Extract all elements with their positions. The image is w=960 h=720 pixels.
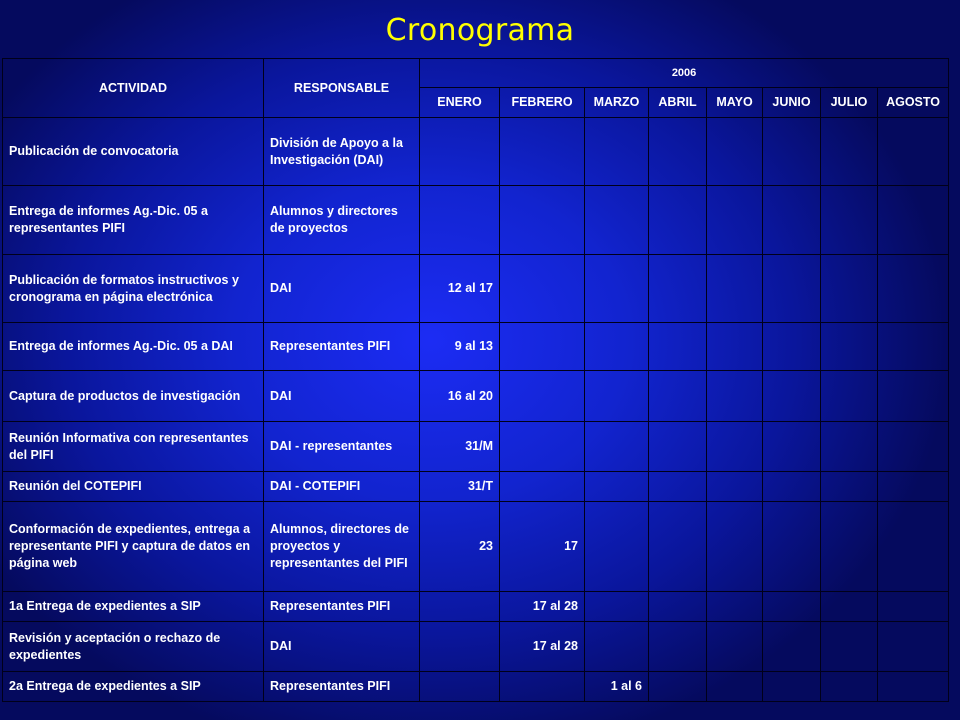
month-cell: [420, 622, 500, 672]
month-cell: [420, 186, 500, 255]
month-cell: [821, 472, 878, 502]
header-month: AGOSTO: [878, 88, 949, 118]
month-cell: [585, 371, 649, 422]
month-cell: [763, 672, 821, 702]
month-cell: [585, 186, 649, 255]
month-cell: [500, 255, 585, 323]
month-cell: [707, 672, 763, 702]
month-cell: [585, 592, 649, 622]
month-cell: [878, 622, 949, 672]
month-cell: [649, 255, 707, 323]
month-cell: 31/T: [420, 472, 500, 502]
month-cell: [500, 371, 585, 422]
month-cell: [649, 592, 707, 622]
activity-cell: Reunión del COTEPIFI: [3, 472, 264, 502]
month-cell: [420, 592, 500, 622]
activity-cell: Reunión Informativa con representantes del PIFI: [3, 422, 264, 472]
month-cell: [649, 118, 707, 186]
activity-cell: Revisión y aceptación o rechazo de expedientes: [3, 622, 264, 672]
responsible-cell: Representantes PIFI: [264, 672, 420, 702]
responsible-cell: DAI: [264, 622, 420, 672]
month-cell: [707, 118, 763, 186]
table-row: [3, 472, 949, 502]
month-cell: 12 al 17: [420, 255, 500, 323]
month-cell: [649, 622, 707, 672]
month-cell: [878, 323, 949, 371]
month-cell: [821, 672, 878, 702]
table-row: [3, 672, 949, 702]
activity-cell: 2a Entrega de expedientes a SIP: [3, 672, 264, 702]
month-cell: [763, 472, 821, 502]
month-cell: [649, 323, 707, 371]
schedule-table: [2, 58, 949, 702]
month-cell: [878, 502, 949, 592]
table-row: [3, 255, 949, 323]
month-cell: 23: [420, 502, 500, 592]
month-cell: [763, 186, 821, 255]
month-cell: [585, 422, 649, 472]
header-month: JULIO: [821, 88, 878, 118]
responsible-cell: Alumnos y directores de proyectos: [264, 186, 420, 255]
month-cell: [821, 592, 878, 622]
header-row-year: [3, 59, 949, 88]
responsible-cell: Representantes PIFI: [264, 323, 420, 371]
activity-cell: Publicación de formatos instructivos y cronograma en página electrónica: [3, 255, 264, 323]
month-cell: [763, 502, 821, 592]
month-cell: [500, 323, 585, 371]
month-cell: [707, 472, 763, 502]
header-month: ABRIL: [649, 88, 707, 118]
table-row: [3, 422, 949, 472]
header-month: MARZO: [585, 88, 649, 118]
month-cell: [878, 371, 949, 422]
activity-cell: Entrega de informes Ag.-Dic. 05 a representantes PIFI: [3, 186, 264, 255]
month-cell: [763, 118, 821, 186]
responsible-cell: DAI - COTEPIFI: [264, 472, 420, 502]
responsible-cell: Representantes PIFI: [264, 592, 420, 622]
month-cell: [585, 622, 649, 672]
month-cell: 16 al 20: [420, 371, 500, 422]
month-cell: [821, 186, 878, 255]
responsible-cell: DAI - representantes: [264, 422, 420, 472]
month-cell: [707, 592, 763, 622]
page-title: Cronograma: [385, 13, 575, 48]
month-cell: [649, 502, 707, 592]
month-cell: [821, 422, 878, 472]
month-cell: [707, 371, 763, 422]
month-cell: [763, 255, 821, 323]
month-cell: [585, 255, 649, 323]
responsible-cell: Alumnos, directores de proyectos y representantes del PIFI: [264, 502, 420, 592]
month-cell: [707, 255, 763, 323]
month-cell: [500, 186, 585, 255]
activity-cell: Captura de productos de investigación: [3, 371, 264, 422]
month-cell: [763, 371, 821, 422]
responsible-cell: DAI: [264, 371, 420, 422]
responsible-cell: DAI: [264, 255, 420, 323]
month-cell: [707, 323, 763, 371]
month-cell: [649, 186, 707, 255]
month-cell: [821, 622, 878, 672]
month-cell: 17 al 28: [500, 622, 585, 672]
month-cell: [500, 422, 585, 472]
month-cell: [500, 118, 585, 186]
header-actividad: ACTIVIDAD: [3, 59, 264, 118]
activity-cell: 1a Entrega de expedientes a SIP: [3, 592, 264, 622]
activity-cell: Conformación de expedientes, entrega a representante PIFI y captura de datos en página web: [3, 502, 264, 592]
header-month: MAYO: [707, 88, 763, 118]
month-cell: 17 al 28: [500, 592, 585, 622]
month-cell: [878, 255, 949, 323]
table-row: [3, 186, 949, 255]
month-cell: [585, 118, 649, 186]
table-row: [3, 592, 949, 622]
month-cell: [763, 323, 821, 371]
month-cell: [763, 592, 821, 622]
month-cell: [585, 502, 649, 592]
month-cell: [821, 118, 878, 186]
month-cell: [500, 472, 585, 502]
activity-cell: Publicación de convocatoria: [3, 118, 264, 186]
header-month: FEBRERO: [500, 88, 585, 118]
month-cell: 9 al 13: [420, 323, 500, 371]
table-row: [3, 371, 949, 422]
responsible-cell: División de Apoyo a la Investigación (DAI): [264, 118, 420, 186]
month-cell: 1 al 6: [585, 672, 649, 702]
month-cell: [649, 422, 707, 472]
month-cell: [649, 472, 707, 502]
header-responsable: RESPONSABLE: [264, 59, 420, 118]
schedule-body: [3, 59, 949, 702]
month-cell: [585, 323, 649, 371]
table-row: [3, 118, 949, 186]
month-cell: [649, 371, 707, 422]
month-cell: [707, 502, 763, 592]
month-cell: 31/M: [420, 422, 500, 472]
month-cell: [821, 323, 878, 371]
month-cell: [585, 472, 649, 502]
header-month: ENERO: [420, 88, 500, 118]
month-cell: [821, 255, 878, 323]
month-cell: [500, 672, 585, 702]
month-cell: [763, 422, 821, 472]
header-month: JUNIO: [763, 88, 821, 118]
month-cell: [878, 118, 949, 186]
header-year: 2006: [420, 59, 949, 88]
month-cell: [707, 186, 763, 255]
month-cell: [420, 672, 500, 702]
month-cell: [878, 672, 949, 702]
table-row: [3, 622, 949, 672]
activity-cell: Entrega de informes Ag.-Dic. 05 a DAI: [3, 323, 264, 371]
month-cell: [707, 422, 763, 472]
month-cell: [707, 622, 763, 672]
month-cell: [821, 371, 878, 422]
table-row: [3, 502, 949, 592]
month-cell: [878, 186, 949, 255]
table-row: [3, 323, 949, 371]
month-cell: [649, 672, 707, 702]
month-cell: [420, 118, 500, 186]
month-cell: [763, 622, 821, 672]
month-cell: [821, 502, 878, 592]
month-cell: [878, 592, 949, 622]
month-cell: 17: [500, 502, 585, 592]
month-cell: [878, 472, 949, 502]
month-cell: [878, 422, 949, 472]
